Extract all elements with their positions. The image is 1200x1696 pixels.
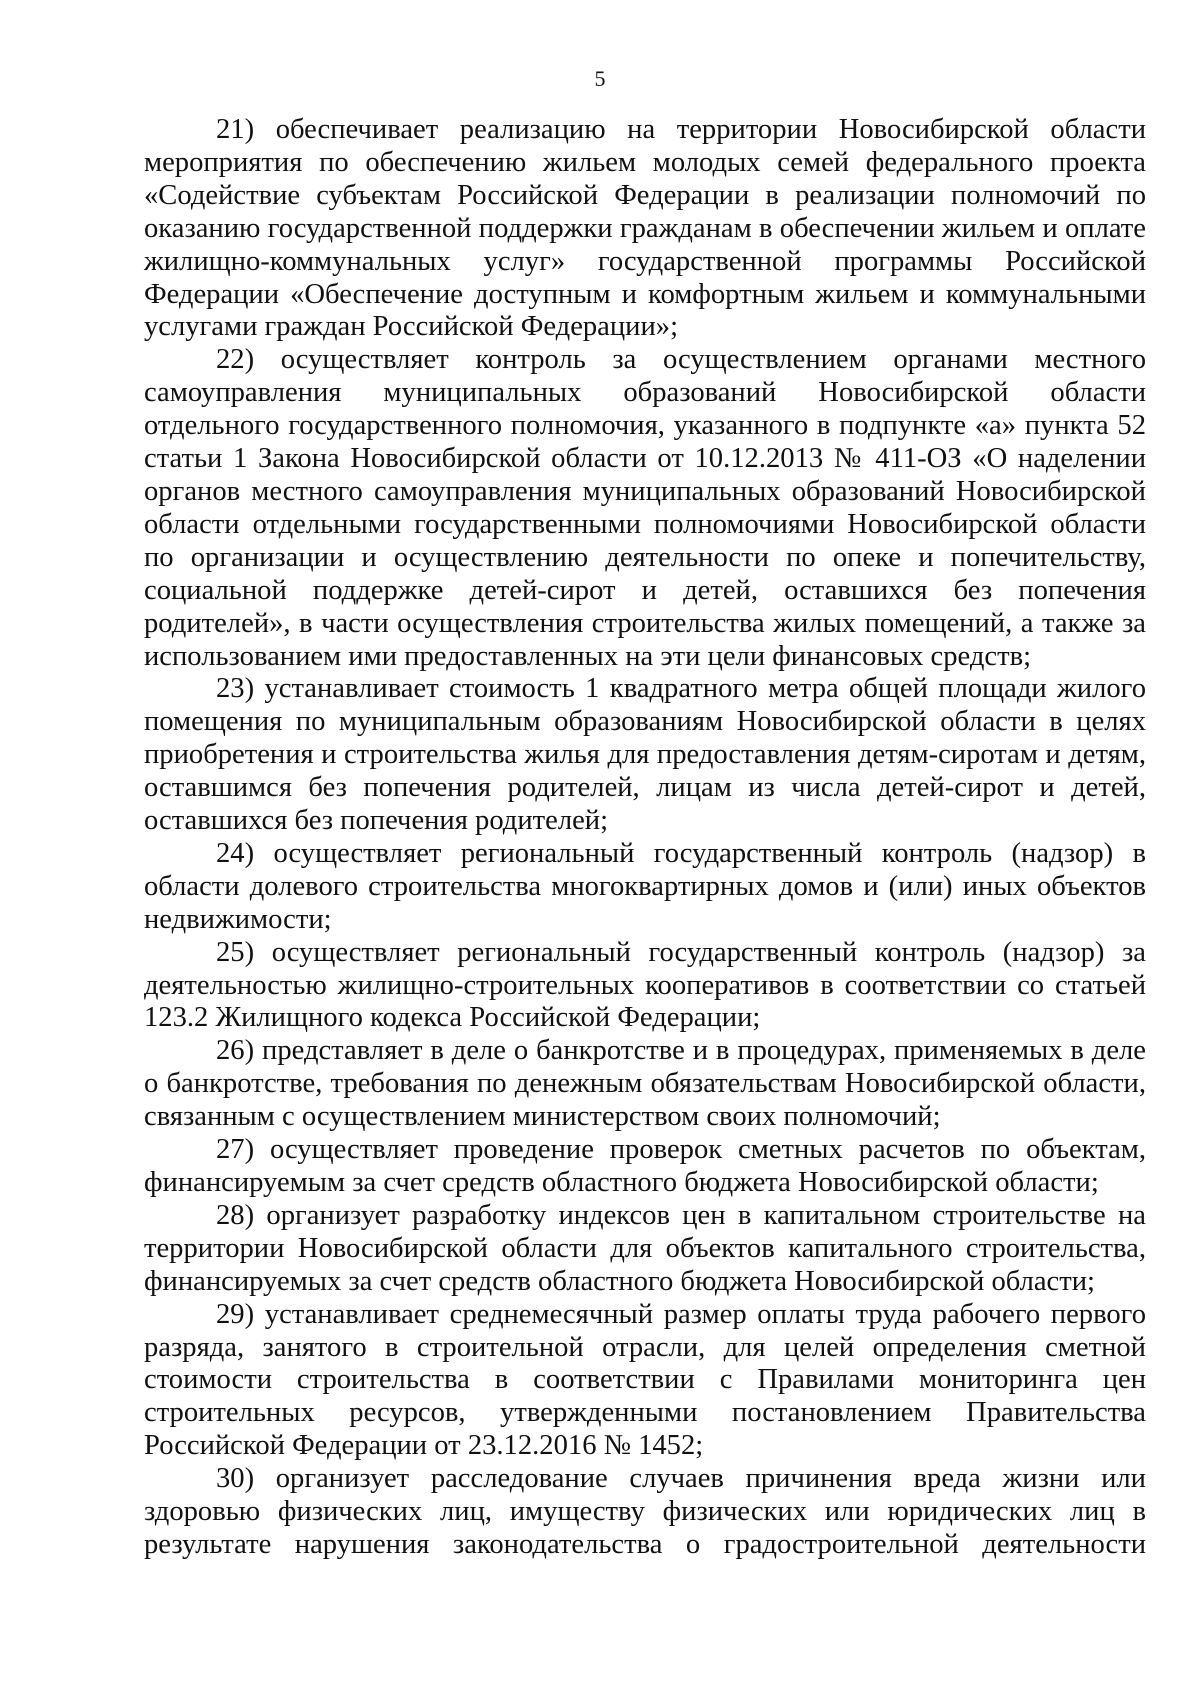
paragraph-item-28: 28) организует разработку индексов цен в капитальном строительстве на территории Новосибирской области для объектов капитального строительства, финансируемых за счет средств областного бюджета Новосибирской области; [144,1199,1146,1297]
paragraph-item-23: 23) устанавливает стоимость 1 квадратного метра общей площади жилого помещения по муниципальным образованиям Новосибирской области в целях приобретения и строительства жилья для предоставления детям-сиротам и детям, оставшимся без попечения родителей, лицам из числа детей-сирот и детей, оставшихся без попечения родителей; [144,673,1146,837]
paragraph-item-24: 24) осуществляет региональный государственный контроль (надзор) в области долевого строительства многоквартирных домов и (или) иных объектов недвижимости; [144,837,1146,935]
paragraph-item-22: 22) осуществляет контроль за осуществлением органами местного самоуправления муниципальных образований Новосибирской области отдельного государственного полномочия, указанного в подпункте «а» пункта 52 статьи 1 Закона Новосибирской области от 10.12.2013 № 411-ОЗ «О наделении органов местного самоуправления муниципальных образований Новосибирской области отдельными государственными полномочиями Новосибирской области по организации и осуществлению деятельности по опеке и попечительству, социальной поддержке детей-сирот и детей, оставшихся без попечения родителей», в части осуществления строительства жилых помещений, а также за использованием ими предоставленных на эти цели финансовых средств; [144,344,1146,672]
paragraph-item-30: 30) организует расследование случаев причинения вреда жизни или здоровью физических лиц, имуществу физических или юридических лиц в результате нарушения законодательства о градостроительной деятельности [144,1463,1146,1560]
paragraph-item-29: 29) устанавливает среднемесячный размер оплаты труда рабочего первого разряда, занятого в строительной отрасли, для целей определения сметной стоимости строительства в соответствии с Правилами мониторинга цен строительных ресурсов, утвержденными постановлением Правительства Российской Федерации от 23.12.2016 № 1452; [144,1298,1146,1462]
paragraph-item-26: 26) представляет в деле о банкротстве и в процедурах, применяемых в деле о банкротстве, требования по денежным обязательствам Новосибирской области, связанным с осуществлением министерством своих полномочий; [144,1035,1146,1133]
page-number: 5 [594,66,606,91]
paragraph-item-25: 25) осуществляет региональный государственный контроль (надзор) за деятельностью жилищно-строительных кооперативов в соответствии со статьей 123.2 Жилищного кодекса Российской Федерации; [144,936,1146,1034]
paragraph-item-27: 27) осуществляет проведение проверок сметных расчетов по объектам, финансируемым за счет средств областного бюджета Новосибирской области; [144,1134,1146,1198]
document-body [144,114,1146,1562]
paragraph-item-21: 21) обеспечивает реализацию на территории Новосибирской области мероприятия по обеспечению жильем молодых семей федерального проекта «Содействие субъектам Российской Федерации в реализации полномочий по оказанию государственной поддержки гражданам в обеспечении жильем и оплате жилищно-коммунальных услуг» государственной программы Российской Федерации «Обеспечение доступным и комфортным жильем и коммунальными услугами граждан Российской Федерации»; [144,114,1146,343]
